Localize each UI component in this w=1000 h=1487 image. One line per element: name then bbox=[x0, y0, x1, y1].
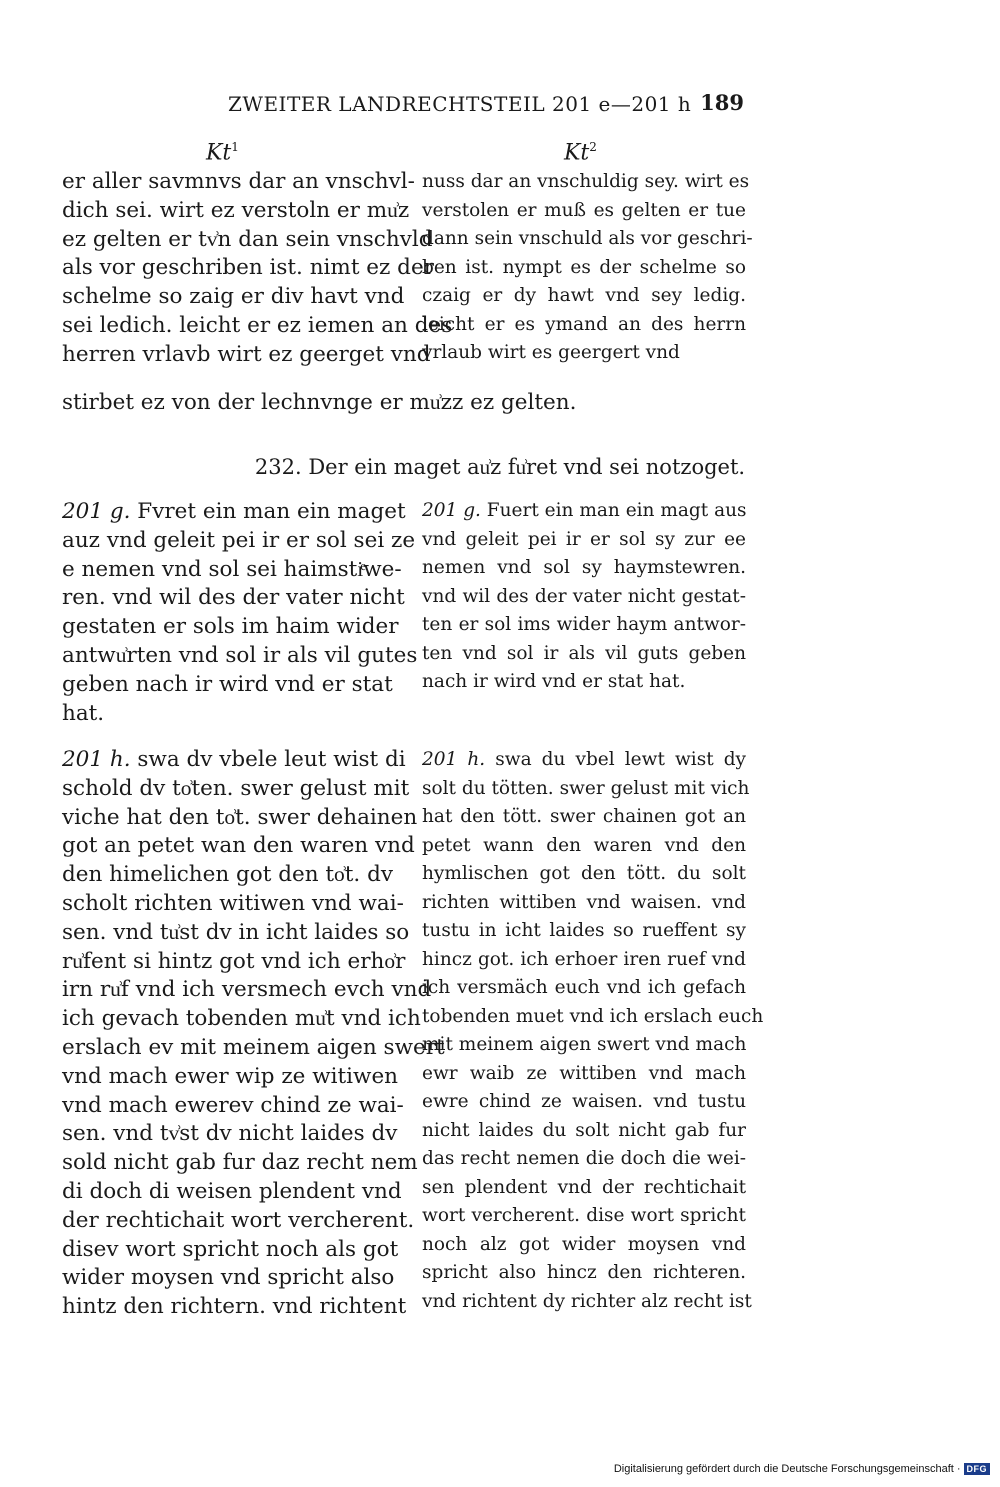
text-line: ren. vnd wil des der vater nicht bbox=[62, 585, 405, 611]
text-line: wider moysen vnd spricht also bbox=[62, 1265, 395, 1291]
article-number: 201 h. bbox=[62, 747, 131, 772]
dfg-logo: DFG bbox=[964, 1463, 991, 1475]
text-line: als vor geschriben ist. nimt ez der bbox=[62, 255, 434, 281]
text-line: ten vnd sol ir als vil guts geben bbox=[422, 642, 746, 664]
text-line: der rechtichait wort vercherent. bbox=[62, 1207, 415, 1233]
article-number: 201 g. bbox=[62, 499, 131, 524]
text-line: scholt richten witiwen vnd wai- bbox=[62, 890, 404, 916]
text-line: ten er sol ims wider haym antwor- bbox=[422, 614, 746, 635]
text-line: schold dv to͗ten. swer gelust mit bbox=[62, 775, 410, 801]
text-line: dich sei. wirt ez verstoln er mu͗z bbox=[62, 197, 410, 223]
text-line-numbered bbox=[62, 746, 406, 775]
text-line: e nemen vnd sol sei haimstiͤwe- bbox=[62, 556, 402, 582]
text-line: viche hat den to͗t. swer dehainen bbox=[62, 804, 418, 830]
text-line: gestaten er sols im haim wider bbox=[62, 614, 399, 640]
credit-text: Digitalisierung gefördert durch die Deutsche Forschungsgemeinschaft bbox=[613, 1463, 954, 1475]
text-line: hymlischen got den tött. du solt bbox=[422, 863, 746, 884]
text-line: petet wann den waren vnd den bbox=[422, 834, 746, 856]
text-line: di doch di weisen plendent vnd bbox=[62, 1178, 402, 1204]
text-line: vnd mach ewerev chind ze wai- bbox=[62, 1092, 404, 1118]
text-line: richten wittiben vnd waisen. vnd bbox=[422, 891, 746, 913]
text-line: geben nach ir wird vnd er stat bbox=[62, 671, 393, 697]
text-line: schelme so zaig er div havt vnd bbox=[62, 284, 405, 310]
text-line: den himelichen got den to͗t. dv bbox=[62, 862, 394, 888]
sigla-left bbox=[206, 140, 239, 165]
text-line: nuss dar an vnschuldig sey. wirt es bbox=[422, 171, 750, 192]
sigla-right-text: Kt bbox=[564, 140, 590, 166]
article-number: 201 g. bbox=[422, 500, 481, 521]
text-line-numbered bbox=[62, 498, 406, 527]
text-line: sen. vnd tu͗st dv in icht laides so bbox=[62, 919, 410, 945]
text-line: tobenden muet vnd ich erslach euch bbox=[422, 1005, 764, 1027]
sigla-left-sup: 1 bbox=[231, 140, 239, 154]
text-line: auz vnd geleit pei ir er sol sei ze bbox=[62, 527, 416, 553]
block3-left-column bbox=[62, 746, 445, 1322]
block2-right-column bbox=[422, 497, 746, 697]
text-line: got an petet wan den waren vnd bbox=[62, 833, 415, 859]
text-line: erslach ev mit meinem aigen swert bbox=[62, 1034, 445, 1060]
text-line: Fuert ein man ein magt aus bbox=[480, 500, 747, 521]
running-title: ZWEITER LANDRECHTSTEIL 201 e—201 h bbox=[228, 92, 692, 116]
block1-left-column bbox=[62, 168, 453, 370]
text-line: ben ist. nympt es der schelme so bbox=[422, 256, 746, 278]
text-line-numbered bbox=[422, 746, 746, 775]
text-line: sold nicht gab fur daz recht nem bbox=[62, 1150, 418, 1176]
text-line: vnd mach ewer wip ze witiwen bbox=[62, 1063, 399, 1089]
text-line: ewr waib ze wittiben vnd mach bbox=[422, 1062, 746, 1084]
section-heading: 232. Der ein maget au͗z fu͗ret vnd sei notzoget. bbox=[254, 455, 746, 479]
text-line: swa du vbel lewt wist dy bbox=[485, 749, 746, 770]
text-line: Fvret ein man ein maget bbox=[130, 499, 406, 524]
text-line: vnd geleit pei ir er sol sy zur ee bbox=[422, 528, 746, 550]
text-line: tustu in icht laides so rueffent sy bbox=[422, 920, 746, 941]
text-line: leicht er es ymand an des herrn bbox=[422, 313, 746, 335]
text-line: hincz got. ich erhoer iren ruef vnd bbox=[422, 948, 746, 970]
digitization-credit bbox=[614, 1463, 990, 1475]
text-line: nach ir wird vnd er stat hat. bbox=[422, 671, 686, 692]
text-line: sen. vnd tv͗st dv nicht laides dv bbox=[62, 1121, 398, 1147]
text-line: ewre chind ze waisen. vnd tustu bbox=[422, 1091, 746, 1112]
text-line: sei ledich. leicht er ez iemen an des bbox=[62, 312, 453, 338]
text-line: hat den tött. swer chainen got an bbox=[422, 806, 746, 827]
text-line: nemen vnd sol sy haymstewren. bbox=[422, 557, 746, 578]
credit-separator: · bbox=[956, 1463, 961, 1475]
sigla-right bbox=[564, 140, 597, 165]
text-line: swa dv vbele leut wist di bbox=[130, 747, 406, 772]
text-line: ez gelten er tv͗n dan sein vnschvld bbox=[62, 226, 433, 252]
text-line: verstolen er muß es gelten er tue bbox=[422, 199, 746, 221]
text-line: sen plendent vnd der rechtichait bbox=[422, 1176, 746, 1198]
text-line: hintz den richtern. vnd richtent bbox=[62, 1294, 407, 1320]
running-header bbox=[228, 92, 744, 120]
text-line: irn ru͗f vnd ich versmech evch vnd bbox=[62, 977, 432, 1003]
text-line: nicht laides du solt nicht gab fur bbox=[422, 1119, 746, 1141]
full-width-line: stirbet ez von der lechnvnge er mu͗zz ez gelten. bbox=[62, 390, 577, 415]
text-line: ich versmäch euch vnd ich gefach bbox=[422, 977, 746, 998]
text-line: disev wort spricht noch als got bbox=[62, 1236, 399, 1262]
text-line: das recht nemen die doch die wei- bbox=[422, 1148, 746, 1169]
text-line: solt du tötten. swer gelust mit vich bbox=[422, 777, 750, 799]
text-line: noch alz got wider moysen vnd bbox=[422, 1233, 746, 1255]
text-line: wort vercherent. dise wort spricht bbox=[422, 1205, 746, 1226]
text-line: mit meinem aigen swert vnd mach bbox=[422, 1034, 747, 1055]
text-line: vnd wil des der vater nicht gestat- bbox=[422, 585, 746, 607]
text-line: dann sein vnschuld als vor geschri- bbox=[422, 228, 753, 249]
article-number: 201 h. bbox=[422, 749, 486, 770]
text-line: hat. bbox=[62, 700, 105, 726]
block2-left-column bbox=[62, 498, 418, 728]
block3-right-column bbox=[422, 746, 764, 1316]
text-line: vrlaub wirt es geergert vnd bbox=[422, 342, 680, 363]
text-line-numbered bbox=[422, 497, 746, 526]
sigla-right-sup: 2 bbox=[589, 140, 597, 154]
text-line: antwu͗rten vnd sol ir als vil gutes bbox=[62, 642, 418, 668]
text-line: er aller savmnvs dar an vnschvl- bbox=[62, 169, 415, 194]
text-line: herren vrlavb wirt ez geerget vnd bbox=[62, 341, 431, 367]
sigla-left-text: Kt bbox=[206, 140, 232, 166]
page-number: 189 bbox=[700, 90, 744, 115]
text-line: czaig er dy hawt vnd sey ledig. bbox=[422, 285, 746, 306]
block1-right-column bbox=[422, 168, 753, 368]
text-line: ru͗fent si hintz got vnd ich erho͗r bbox=[62, 948, 406, 974]
text-line: ich gevach tobenden mu͗t vnd ich bbox=[62, 1006, 421, 1032]
text-line: vnd richtent dy richter alz recht ist bbox=[422, 1290, 752, 1312]
text-line: spricht also hincz den richteren. bbox=[422, 1262, 746, 1283]
